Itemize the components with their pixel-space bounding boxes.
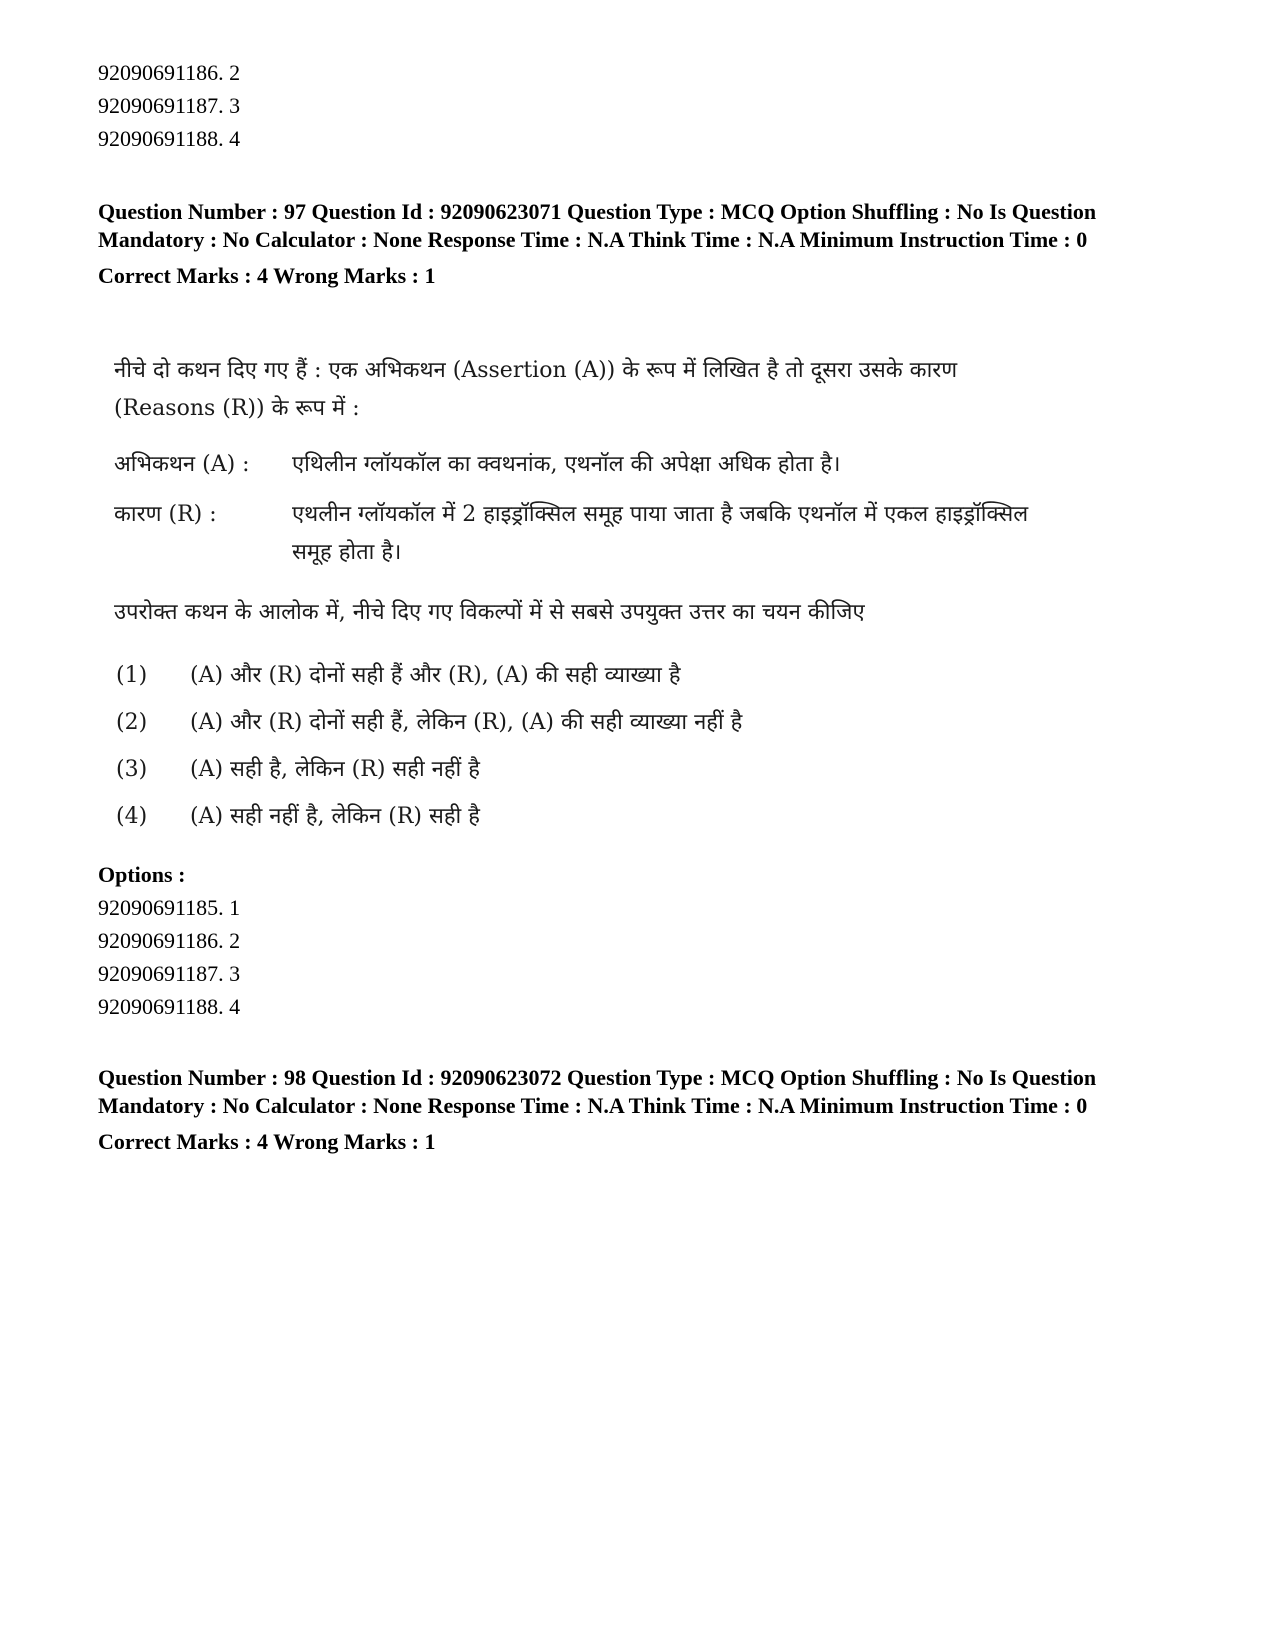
- question-97-header: [98, 198, 1188, 290]
- choice-text: (A) सही है, लेकिन (R) सही नहीं है: [190, 757, 480, 782]
- option-line: 92090691188. 4: [98, 994, 241, 1019]
- question-marks: Correct Marks : 4 Wrong Marks : 1: [98, 263, 436, 288]
- assertion-text: एथिलीन ग्लॉयकॉल का क्वथनांक, एथनॉल की अपेक्षा अधिक होता है।: [292, 452, 841, 477]
- assertion-label: अभिकथन (A) :: [114, 452, 250, 477]
- choices-list: [114, 652, 1074, 840]
- question-intro: नीचे दो कथन दिए गए हैं : एक अभिकथन (Assertion (A)) के रूप में लिखित है तो दूसरा उसके कारण (Reasons (R)) के रूप में :: [114, 358, 958, 421]
- option-line: 92090691187. 3: [98, 93, 241, 118]
- reason-label: कारण (R) :: [114, 502, 217, 527]
- question-98-header: [98, 1064, 1188, 1156]
- question-instruction: उपरोक्त कथन के आलोक में, नीचे दिए गए विकल्पों में से सबसे उपयुक्त उत्तर का चयन कीजिए: [114, 600, 865, 625]
- question-meta: Question Number : 98 Question Id : 92090623072 Question Type : MCQ Option Shuffling : No Is Question Mandatory : No Calculator : None Response Time : N.A Think Time : N.A Minimum Instruction Time : 0: [98, 1065, 1097, 1118]
- question-marks: Correct Marks : 4 Wrong Marks : 1: [98, 1129, 436, 1154]
- option-line: 92090691186. 2: [98, 60, 241, 85]
- choice-text: (A) और (R) दोनों सही हैं, लेकिन (R), (A) की सही व्याख्या नहीं है: [190, 710, 743, 735]
- question-97-body: [114, 352, 1074, 872]
- option-line: 92090691188. 4: [98, 126, 241, 151]
- option-line: 92090691187. 3: [98, 961, 241, 986]
- choice-number: (2): [116, 710, 148, 735]
- choice-number: (1): [116, 663, 148, 688]
- question-97-options: [98, 858, 240, 1023]
- choice-item: [114, 652, 1074, 699]
- choice-item: [114, 746, 1074, 793]
- options-label: Options :: [98, 862, 186, 887]
- previous-options-list: [98, 56, 240, 155]
- choice-text: (A) और (R) दोनों सही हैं और (R), (A) की सही व्याख्या है: [190, 663, 681, 688]
- choice-item: [114, 793, 1074, 840]
- choice-number: (4): [116, 804, 148, 829]
- option-line: 92090691186. 2: [98, 928, 241, 953]
- assertion-row: [114, 446, 1074, 484]
- reason-text: एथलीन ग्लॉयकॉल में 2 हाइड्रॉक्सिल समूह पाया जाता है जबकि एथनॉल में एकल हाइड्रॉक्सिल समूह होता है।: [292, 502, 1029, 565]
- option-line: 92090691185. 1: [98, 895, 241, 920]
- choice-item: [114, 699, 1074, 746]
- choice-number: (3): [116, 757, 148, 782]
- choice-text: (A) सही नहीं है, लेकिन (R) सही है: [190, 804, 480, 829]
- question-meta: Question Number : 97 Question Id : 92090623071 Question Type : MCQ Option Shuffling : No Is Question Mandatory : No Calculator : None Response Time : N.A Think Time : N.A Minimum Instruction Time : 0: [98, 199, 1097, 252]
- reason-row: [114, 496, 1074, 572]
